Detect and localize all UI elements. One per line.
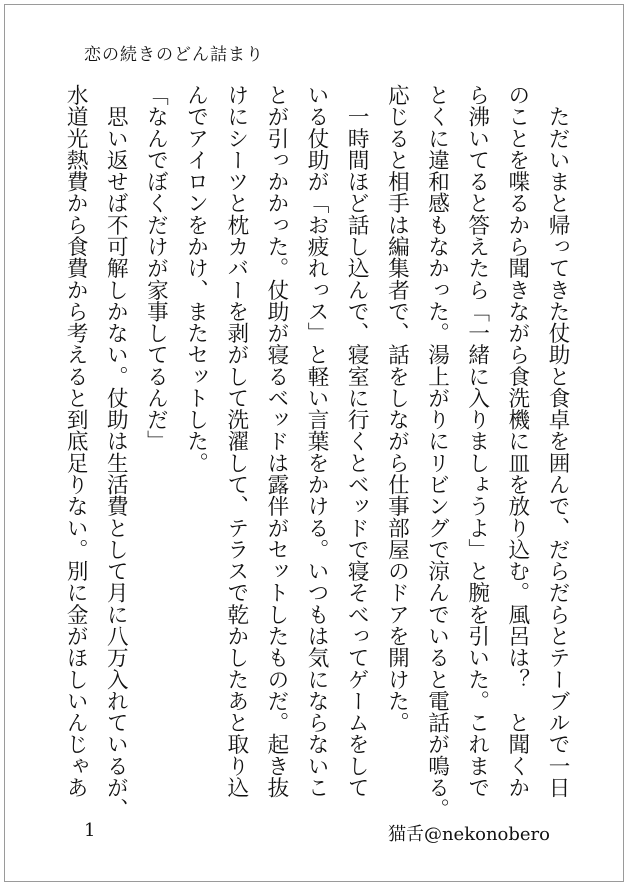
text-line: とが引っかかった。仗助が寝るベッドは露伴がセットしたものだ。起き抜 — [263, 84, 289, 799]
text-line: いる仗助が「お疲れっス」と軽い言葉をかける。いつもは気にならないこ — [304, 84, 330, 799]
running-header-title: 恋の続きのどん詰まり — [84, 45, 264, 65]
text-line: のことを喋るから聞きながら食洗機に皿を放り込む。風呂は？ と聞くか — [504, 84, 530, 799]
page-number: 1 — [84, 820, 96, 841]
text-line: 水道光熱費から食費から考えると到底足りない。別に金がほしいんじゃあ — [63, 84, 89, 799]
text-line: 一時間ほど話し込んで、寝室に行くとベッドで寝そべってゲームをして — [344, 84, 370, 799]
text-line: 思い返せば不可解しかない。仗助は生活費として月に八万入れているが、 — [103, 84, 129, 820]
novel-body-text — [55, 84, 577, 822]
text-line: んでアイロンをかけ、またセットした。 — [183, 84, 209, 474]
text-line: ただいまと帰ってきた仗助と食卓を囲んで、だらだらとテーブルで一日 — [545, 84, 570, 799]
author-credit: 猫舌@nekonobero — [387, 824, 550, 845]
text-line: けにシーツと枕カバーを剥がして洗濯して、テラスで乾かしたあと取り込 — [223, 84, 249, 799]
text-line: ら沸いてると答えたら「一緒に入りましょうよ」と腕を引いた。これまで — [464, 84, 490, 799]
text-line: 応じると相手は編集者で、話をしながら仕事部屋のドアを開けた。 — [384, 84, 410, 734]
text-line: とくに違和感もなかった。湯上がりにリビングで涼んでいると電話が鳴る。 — [424, 84, 450, 820]
text-line: 「なんでぼくだけが家事してるんだ」 — [143, 84, 169, 452]
